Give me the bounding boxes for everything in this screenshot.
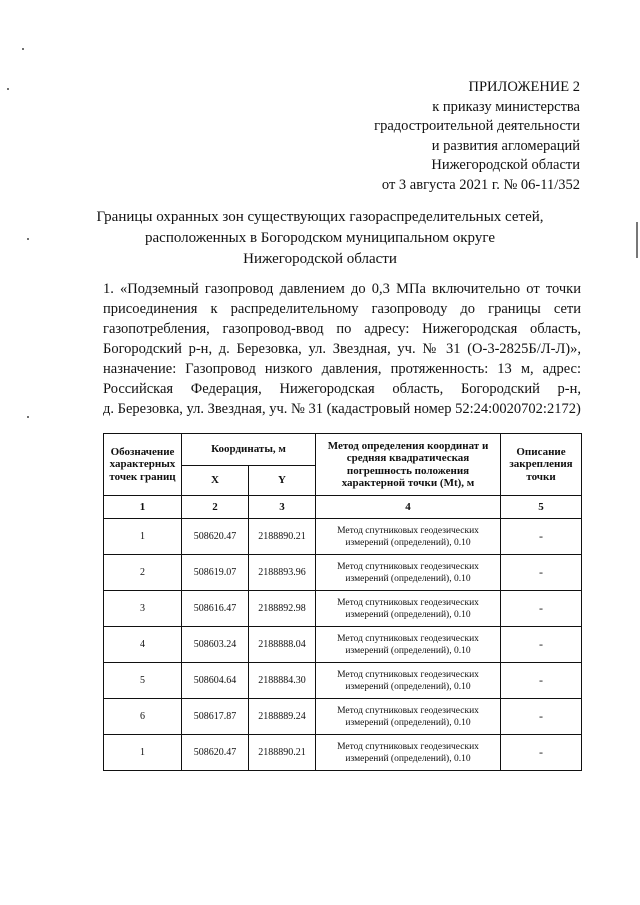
column-number: 1 xyxy=(104,496,182,519)
table-row xyxy=(104,555,582,591)
x-cell: 508603.24 xyxy=(182,627,249,663)
paragraph-line: 1. «Подземный газопровод давлением до 0,3 МПа включительно от точки xyxy=(103,281,581,297)
y-cell: 2188889.24 xyxy=(249,699,316,735)
header-method: Метод определения координат и средняя квадратическая погрешность положения характерной точки (Mt), м xyxy=(316,434,501,496)
fixing-cell: - xyxy=(501,591,582,627)
header-y: Y xyxy=(249,466,316,496)
y-cell: 2188890.21 xyxy=(249,519,316,555)
column-number: 3 xyxy=(249,496,316,519)
y-cell: 2188888.04 xyxy=(249,627,316,663)
header-coordinates: Координаты, м xyxy=(182,434,316,466)
appendix-line: и развития агломераций xyxy=(431,137,580,154)
fixing-cell: - xyxy=(501,699,582,735)
column-number: 4 xyxy=(316,496,501,519)
paragraph-line: Российская Федерация, Нижегородская область, Богородский р-н, xyxy=(103,381,581,397)
fixing-cell: - xyxy=(501,555,582,591)
method-cell: Метод спутниковых геодезических измерений (определений), 0.10 xyxy=(316,591,501,627)
fixing-cell: - xyxy=(501,735,582,771)
title-line: Нижегородской области xyxy=(243,251,397,267)
method-cell: Метод спутниковых геодезических измерений (определений), 0.10 xyxy=(316,663,501,699)
scan-edge-mark xyxy=(636,222,638,258)
point-cell: 1 xyxy=(104,735,182,771)
column-numbers-row xyxy=(104,496,582,519)
table-row xyxy=(104,699,582,735)
header-x: X xyxy=(182,466,249,496)
method-cell: Метод спутниковых геодезических измерений (определений), 0.10 xyxy=(316,735,501,771)
scan-speck xyxy=(7,88,9,90)
paragraph-line: газопотребления, газопровод-ввод по адресу: Нижегородская область, xyxy=(103,321,581,337)
method-cell: Метод спутниковых геодезических измерений (определений), 0.10 xyxy=(316,555,501,591)
method-cell: Метод спутниковых геодезических измерений (определений), 0.10 xyxy=(316,627,501,663)
column-number: 5 xyxy=(501,496,582,519)
paragraph-line: Богородский р-н, д. Березовка, ул. Звездная, уч. № 31 (О-3-2825Б/Л-Л)», xyxy=(103,341,581,357)
method-cell: Метод спутниковых геодезических измерений (определений), 0.10 xyxy=(316,699,501,735)
appendix-line: к приказу министерства xyxy=(432,98,580,115)
coordinates-table xyxy=(103,433,582,771)
y-cell: 2188892.98 xyxy=(249,591,316,627)
table-row xyxy=(104,663,582,699)
x-cell: 508620.47 xyxy=(182,519,249,555)
y-cell: 2188890.21 xyxy=(249,735,316,771)
document-title xyxy=(60,207,580,270)
point-cell: 6 xyxy=(104,699,182,735)
scan-speck xyxy=(27,238,29,240)
x-cell: 508619.07 xyxy=(182,555,249,591)
point-cell: 2 xyxy=(104,555,182,591)
table-row xyxy=(104,591,582,627)
table-row xyxy=(104,735,582,771)
scan-speck xyxy=(27,416,29,418)
appendix-line: Нижегородской области xyxy=(431,157,580,173)
column-number: 2 xyxy=(182,496,249,519)
fixing-cell: - xyxy=(501,519,582,555)
fixing-cell: - xyxy=(501,663,582,699)
point-cell: 5 xyxy=(104,663,182,699)
appendix-line: от 3 августа 2021 г. № 06-11/352 xyxy=(381,176,580,193)
paragraph-line: назначение: Газопровод низкого давления, протяженность: 13 м, адрес: xyxy=(103,361,581,377)
table-row xyxy=(104,627,582,663)
x-cell: 508616.47 xyxy=(182,591,249,627)
scan-speck xyxy=(22,48,24,50)
appendix-line: ПРИЛОЖЕНИЕ 2 xyxy=(468,79,580,95)
x-cell: 508620.47 xyxy=(182,735,249,771)
header-point-designation: Обозначение характерных точек границ xyxy=(104,434,182,496)
point-cell: 3 xyxy=(104,591,182,627)
header-fixing-description: Описание закрепления точки xyxy=(501,434,582,496)
y-cell: 2188893.96 xyxy=(249,555,316,591)
title-line: Границы охранных зон существующих газораспределительных сетей, xyxy=(96,209,544,225)
x-cell: 508617.87 xyxy=(182,699,249,735)
table-row xyxy=(104,519,582,555)
point-cell: 4 xyxy=(104,627,182,663)
x-cell: 508604.64 xyxy=(182,663,249,699)
appendix-line: градостроительной деятельности xyxy=(374,118,580,134)
y-cell: 2188884.30 xyxy=(249,663,316,699)
paragraph-line: присоединения к распределительному газопроводу до границы сети xyxy=(103,301,581,317)
point-cell: 1 xyxy=(104,519,182,555)
paragraph-line: д. Березовка, ул. Звездная, уч. № 31 (кадастровый номер 52:24:0020702:2172) xyxy=(103,401,581,417)
title-line: расположенных в Богородском муниципальном округе xyxy=(145,230,495,246)
description-paragraph xyxy=(103,279,581,419)
fixing-cell: - xyxy=(501,627,582,663)
method-cell: Метод спутниковых геодезических измерений (определений), 0.10 xyxy=(316,519,501,555)
appendix-header xyxy=(374,78,580,195)
